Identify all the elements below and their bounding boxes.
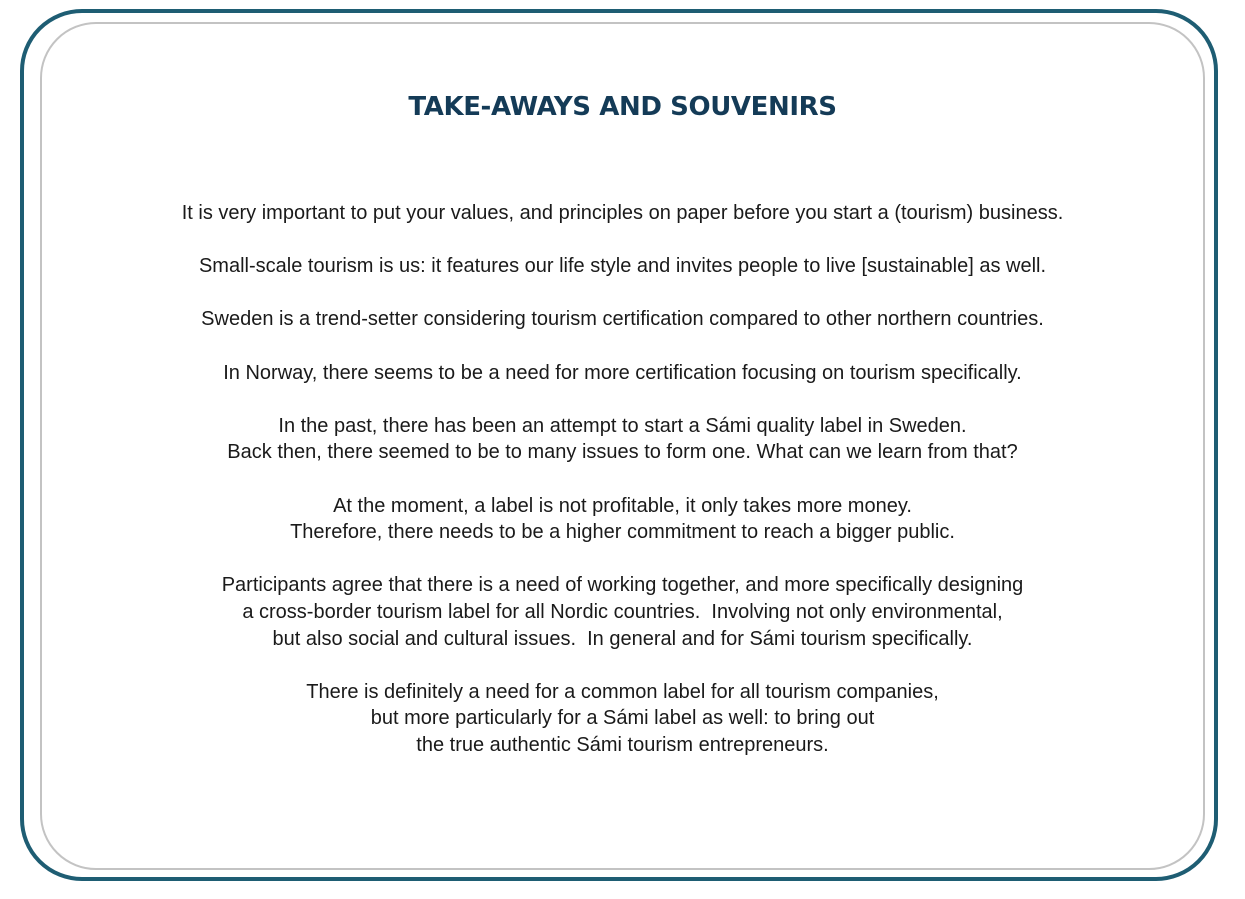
paragraph-line: the true authentic Sámi tourism entrepreneurs. [416,733,829,756]
paragraph-line: but more particularly for a Sámi label as well: to bring out [370,707,875,730]
paragraph-common-label [0,679,1245,759]
paragraph-values [0,200,1245,227]
paragraph-norway [0,360,1245,387]
paragraph-line: It is very important to put your values, and principles on paper before you start a (tourism) business. [181,202,1064,224]
paragraph-line: Therefore, there needs to be a higher commitment to reach a bigger public. [290,521,955,544]
paragraph-line: Small-scale tourism is us: it features our life style and invites people to live [sustainable] as well. [198,255,1047,278]
paragraph-line: Back then, there seemed to be to many issues to form one. What can we learn from that? [227,441,1018,464]
paragraph-line: Sweden is a trend-setter considering tourism certification compared to other northern countries. [201,308,1044,331]
paragraph-sweden [0,306,1245,333]
paragraph-past-attempt [0,413,1245,466]
paragraph-small-scale [0,253,1245,280]
paragraph-participants [0,572,1245,652]
slide-title: TAKE-AWAYS AND SOUVENIRS [408,92,837,122]
paragraph-line: In the past, there has been an attempt to start a Sámi quality label in Sweden. [278,414,967,437]
paragraph-line: Participants agree that there is a need of working together, and more specifically designing [221,574,1024,597]
paragraph-profitability [0,493,1245,546]
paragraph-line: At the moment, a label is not profitable, it only takes more money. [333,494,912,517]
paragraph-line: but also social and cultural issues. In general and for Sámi tourism specifically. [272,627,973,650]
paragraph-line: In Norway, there seems to be a need for more certification focusing on tourism specifically. [223,361,1022,384]
paragraph-line: a cross-border tourism label for all Nordic countries. Involving not only environmental, [242,600,1003,623]
paragraph-line: There is definitely a need for a common label for all tourism companies, [306,680,939,703]
slide-content [0,200,1245,785]
